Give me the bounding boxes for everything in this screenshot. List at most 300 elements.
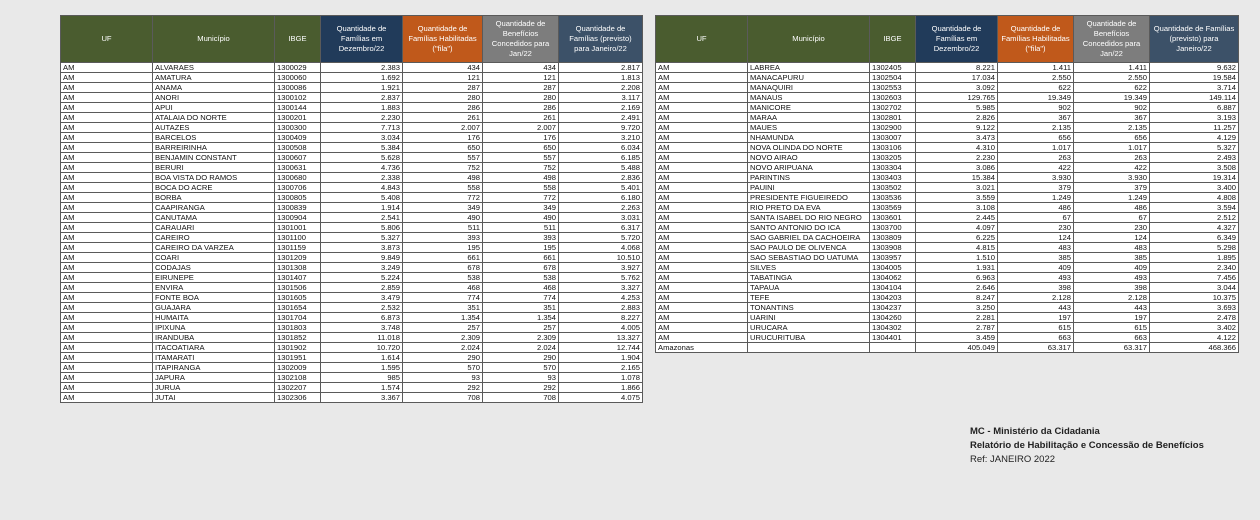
cell-municipio: TEFE — [748, 293, 870, 303]
table-row — [61, 243, 643, 253]
cell-uf: AM — [61, 353, 153, 363]
cell-dezembro: 3.473 — [916, 133, 998, 143]
cell-beneficios: 176 — [483, 133, 559, 143]
cell-uf: AM — [61, 323, 153, 333]
cell-municipio: ITAPIRANGA — [153, 363, 275, 373]
cell-fila: 1.017 — [998, 143, 1074, 153]
cell-dezembro: 3.367 — [321, 393, 403, 403]
cell-fila: 422 — [998, 163, 1074, 173]
cell-municipio: CANUTAMA — [153, 213, 275, 223]
cell-uf: AM — [656, 143, 748, 153]
cell-uf: AM — [61, 283, 153, 293]
cell-uf: AM — [61, 383, 153, 393]
cell-municipio: MANACAPURU — [748, 73, 870, 83]
cell-municipio: ITACOATIARA — [153, 343, 275, 353]
col-header-previsto: Quantidade de Famílias (previsto) para Janeiro/22 — [559, 16, 643, 63]
cell-dezembro: 2.230 — [916, 153, 998, 163]
cell-fila: 197 — [998, 313, 1074, 323]
col-header-municipio: Município — [748, 16, 870, 63]
cell-ibge: 1300631 — [275, 163, 321, 173]
cell-uf: AM — [61, 303, 153, 313]
cell-municipio: JUTAI — [153, 393, 275, 403]
col-header-ibge: IBGE — [870, 16, 916, 63]
report-footer — [970, 425, 1204, 467]
cell-beneficios: 663 — [1074, 333, 1150, 343]
cell-uf: AM — [656, 233, 748, 243]
table-row — [61, 223, 643, 233]
col-header-beneficios: Quantidade de Benefícios Concedidos para Jan/22 — [1074, 16, 1150, 63]
cell-fila: 67 — [998, 213, 1074, 223]
cell-fila: 661 — [403, 253, 483, 263]
cell-dezembro: 4.736 — [321, 163, 403, 173]
cell-previsto: 4.253 — [559, 293, 643, 303]
header-row — [61, 16, 643, 63]
cell-ibge: 1304237 — [870, 303, 916, 313]
cell-fila: 774 — [403, 293, 483, 303]
cell-municipio: SANTO ANTONIO DO ICA — [748, 223, 870, 233]
cell-beneficios: 287 — [483, 83, 559, 93]
cell-beneficios: 493 — [1074, 273, 1150, 283]
cell-uf: AM — [656, 243, 748, 253]
cell-municipio: SAO PAULO DE OLIVENCA — [748, 243, 870, 253]
table-row — [656, 333, 1239, 343]
cell-previsto: 3.714 — [1150, 83, 1239, 93]
cell-uf: AM — [656, 313, 748, 323]
cell-dezembro: 129.765 — [916, 93, 998, 103]
cell-ibge: 1301001 — [275, 223, 321, 233]
cell-dezembro: 4.097 — [916, 223, 998, 233]
table-row — [61, 253, 643, 263]
cell-ibge: 1300102 — [275, 93, 321, 103]
cell-uf: AM — [656, 103, 748, 113]
cell-uf: AM — [61, 93, 153, 103]
cell-previsto: 2.340 — [1150, 263, 1239, 273]
cell-fila: 486 — [998, 203, 1074, 213]
cell-municipio: ALVARAES — [153, 63, 275, 73]
cell-previsto: 4.808 — [1150, 193, 1239, 203]
cell-ibge: 1303908 — [870, 243, 916, 253]
cell-ibge: 1302900 — [870, 123, 916, 133]
cell-previsto: 5.298 — [1150, 243, 1239, 253]
col-header-ibge: IBGE — [275, 16, 321, 63]
cell-dezembro: 5.985 — [916, 103, 998, 113]
cell-previsto: 4.068 — [559, 243, 643, 253]
cell-ibge: 1303205 — [870, 153, 916, 163]
table-row — [61, 183, 643, 193]
cell-dezembro: 6.873 — [321, 313, 403, 323]
cell-previsto: 2.169 — [559, 103, 643, 113]
cell-municipio: SAO SEBASTIAO DO UATUMA — [748, 253, 870, 263]
cell-previsto: 4.005 — [559, 323, 643, 333]
cell-fila: 678 — [403, 263, 483, 273]
cell-beneficios: 286 — [483, 103, 559, 113]
cell-ibge: 1301654 — [275, 303, 321, 313]
cell-beneficios: 483 — [1074, 243, 1150, 253]
cell-previsto: 3.031 — [559, 213, 643, 223]
total-ibge — [870, 343, 916, 353]
cell-ibge: 1301951 — [275, 353, 321, 363]
cell-ibge: 1302702 — [870, 103, 916, 113]
cell-dezembro: 2.383 — [321, 63, 403, 73]
cell-municipio: BERURI — [153, 163, 275, 173]
cell-fila: 558 — [403, 183, 483, 193]
cell-beneficios: 379 — [1074, 183, 1150, 193]
cell-fila: 538 — [403, 273, 483, 283]
cell-beneficios: 468 — [483, 283, 559, 293]
cell-uf: AM — [656, 193, 748, 203]
table-row — [61, 233, 643, 243]
cell-previsto: 3.327 — [559, 283, 643, 293]
cell-previsto: 2.493 — [1150, 153, 1239, 163]
cell-municipio: IRANDUBA — [153, 333, 275, 343]
table-row — [656, 143, 1239, 153]
cell-beneficios: 2.309 — [483, 333, 559, 343]
cell-dezembro: 6.225 — [916, 233, 998, 243]
cell-fila: 557 — [403, 153, 483, 163]
cell-ibge: 1304401 — [870, 333, 916, 343]
cell-municipio: JURUA — [153, 383, 275, 393]
cell-dezembro: 2.230 — [321, 113, 403, 123]
cell-fila: 292 — [403, 383, 483, 393]
table-row — [61, 293, 643, 303]
col-header-fila: Quantidade de Famílias Habilitadas ("fila") — [998, 16, 1074, 63]
cell-previsto: 3.927 — [559, 263, 643, 273]
cell-municipio: TONANTINS — [748, 303, 870, 313]
table-row — [61, 313, 643, 323]
cell-beneficios: 752 — [483, 163, 559, 173]
col-header-previsto: Quantidade de Famílias (previsto) para Janeiro/22 — [1150, 16, 1239, 63]
cell-uf: AM — [656, 303, 748, 313]
cell-fila: 615 — [998, 323, 1074, 333]
cell-dezembro: 1.883 — [321, 103, 403, 113]
cell-uf: AM — [61, 63, 153, 73]
cell-uf: AM — [656, 153, 748, 163]
cell-dezembro: 2.541 — [321, 213, 403, 223]
cell-ibge: 1302207 — [275, 383, 321, 393]
table-row — [61, 133, 643, 143]
cell-ibge: 1301506 — [275, 283, 321, 293]
cell-beneficios: 19.349 — [1074, 93, 1150, 103]
cell-municipio: ANORI — [153, 93, 275, 103]
cell-ibge: 1300144 — [275, 103, 321, 113]
cell-fila: 230 — [998, 223, 1074, 233]
cell-beneficios: 490 — [483, 213, 559, 223]
cell-municipio: NHAMUNDA — [748, 133, 870, 143]
cell-ibge: 1300706 — [275, 183, 321, 193]
cell-beneficios: 280 — [483, 93, 559, 103]
cell-fila: 663 — [998, 333, 1074, 343]
cell-previsto: 10.375 — [1150, 293, 1239, 303]
cell-uf: AM — [61, 193, 153, 203]
cell-ibge: 1300508 — [275, 143, 321, 153]
cell-municipio: ANAMA — [153, 83, 275, 93]
total-municipio — [748, 343, 870, 353]
cell-municipio: TAPAUA — [748, 283, 870, 293]
cell-municipio: IPIXUNA — [153, 323, 275, 333]
cell-previsto: 3.594 — [1150, 203, 1239, 213]
cell-uf: AM — [61, 203, 153, 213]
cell-fila: 19.349 — [998, 93, 1074, 103]
cell-municipio: AUTAZES — [153, 123, 275, 133]
cell-dezembro: 2.859 — [321, 283, 403, 293]
table-row — [656, 103, 1239, 113]
cell-dezembro: 6.963 — [916, 273, 998, 283]
cell-fila: 1.354 — [403, 313, 483, 323]
cell-dezembro: 8.221 — [916, 63, 998, 73]
cell-uf: AM — [61, 393, 153, 403]
cell-fila: 498 — [403, 173, 483, 183]
cell-municipio: MANAUS — [748, 93, 870, 103]
cell-beneficios: 498 — [483, 173, 559, 183]
cell-dezembro: 5.327 — [321, 233, 403, 243]
cell-dezembro: 2.787 — [916, 323, 998, 333]
cell-uf: AM — [656, 133, 748, 143]
cell-ibge: 1304104 — [870, 283, 916, 293]
cell-dezembro: 4.310 — [916, 143, 998, 153]
cell-beneficios: 385 — [1074, 253, 1150, 263]
cell-dezembro: 2.646 — [916, 283, 998, 293]
cell-fila: 483 — [998, 243, 1074, 253]
cell-beneficios: 409 — [1074, 263, 1150, 273]
cell-dezembro: 9.849 — [321, 253, 403, 263]
table-row — [61, 343, 643, 353]
cell-beneficios: 292 — [483, 383, 559, 393]
cell-beneficios: 422 — [1074, 163, 1150, 173]
cell-uf: AM — [656, 163, 748, 173]
cell-beneficios: 678 — [483, 263, 559, 273]
cell-beneficios: 67 — [1074, 213, 1150, 223]
cell-ibge: 1300409 — [275, 133, 321, 143]
cell-beneficios: 290 — [483, 353, 559, 363]
table-row — [61, 273, 643, 283]
cell-previsto: 8.227 — [559, 313, 643, 323]
cell-previsto: 10.510 — [559, 253, 643, 263]
cell-fila: 2.135 — [998, 123, 1074, 133]
table-row — [656, 173, 1239, 183]
table-row — [61, 213, 643, 223]
cell-municipio: BENJAMIN CONSTANT — [153, 153, 275, 163]
cell-fila: 351 — [403, 303, 483, 313]
cell-municipio: BOCA DO ACRE — [153, 183, 275, 193]
cell-ibge: 1301605 — [275, 293, 321, 303]
cell-previsto: 2.836 — [559, 173, 643, 183]
cell-dezembro: 2.826 — [916, 113, 998, 123]
cell-municipio: ITAMARATI — [153, 353, 275, 363]
cell-municipio: SANTA ISABEL DO RIO NEGRO — [748, 213, 870, 223]
table-row — [656, 123, 1239, 133]
cell-ibge: 1303502 — [870, 183, 916, 193]
cell-ibge: 1300904 — [275, 213, 321, 223]
cell-beneficios: 230 — [1074, 223, 1150, 233]
cell-previsto: 6.317 — [559, 223, 643, 233]
total-dezembro: 405.049 — [916, 343, 998, 353]
table-row — [61, 163, 643, 173]
cell-dezembro: 5.408 — [321, 193, 403, 203]
cell-fila: 493 — [998, 273, 1074, 283]
cell-uf: AM — [61, 363, 153, 373]
cell-municipio: ATALAIA DO NORTE — [153, 113, 275, 123]
cell-uf: AM — [656, 273, 748, 283]
col-header-beneficios: Quantidade de Benefícios Concedidos para Jan/22 — [483, 16, 559, 63]
cell-beneficios: 257 — [483, 323, 559, 333]
cell-dezembro: 3.034 — [321, 133, 403, 143]
cell-fila: 1.411 — [998, 63, 1074, 73]
cell-beneficios: 261 — [483, 113, 559, 123]
cell-fila: 2.024 — [403, 343, 483, 353]
cell-uf: AM — [656, 83, 748, 93]
cell-beneficios: 1.411 — [1074, 63, 1150, 73]
cell-previsto: 2.208 — [559, 83, 643, 93]
cell-beneficios: 124 — [1074, 233, 1150, 243]
cell-dezembro: 8.247 — [916, 293, 998, 303]
table-row — [61, 203, 643, 213]
table-row — [656, 263, 1239, 273]
cell-municipio: BOA VISTA DO RAMOS — [153, 173, 275, 183]
cell-dezembro: 5.806 — [321, 223, 403, 233]
total-fila: 63.317 — [998, 343, 1074, 353]
cell-previsto: 6.185 — [559, 153, 643, 163]
cell-fila: 2.550 — [998, 73, 1074, 83]
table-row — [61, 193, 643, 203]
cell-beneficios: 443 — [1074, 303, 1150, 313]
table-row — [61, 373, 643, 383]
cell-beneficios: 2.550 — [1074, 73, 1150, 83]
cell-previsto: 3.210 — [559, 133, 643, 143]
cell-fila: 708 — [403, 393, 483, 403]
cell-uf: AM — [656, 93, 748, 103]
cell-ibge: 1300060 — [275, 73, 321, 83]
cell-previsto: 4.129 — [1150, 133, 1239, 143]
table-row — [656, 63, 1239, 73]
cell-uf: AM — [61, 243, 153, 253]
cell-beneficios: 121 — [483, 73, 559, 83]
cell-previsto: 2.263 — [559, 203, 643, 213]
cell-beneficios: 2.007 — [483, 123, 559, 133]
ministry-name: MC - Ministério da Cidadania — [970, 426, 1100, 437]
cell-municipio: PRESIDENTE FIGUEIREDO — [748, 193, 870, 203]
left-table-body — [61, 63, 643, 403]
cell-beneficios: 774 — [483, 293, 559, 303]
table-row — [656, 293, 1239, 303]
cell-beneficios: 511 — [483, 223, 559, 233]
cell-previsto: 4.122 — [1150, 333, 1239, 343]
cell-fila: 176 — [403, 133, 483, 143]
right-table-body — [656, 63, 1239, 343]
cell-ibge: 1300029 — [275, 63, 321, 73]
cell-fila: 902 — [998, 103, 1074, 113]
cell-uf: AM — [61, 343, 153, 353]
cell-fila: 121 — [403, 73, 483, 83]
table-row — [61, 143, 643, 153]
cell-previsto: 3.044 — [1150, 283, 1239, 293]
cell-dezembro: 2.281 — [916, 313, 998, 323]
cell-ibge: 1302009 — [275, 363, 321, 373]
cell-dezembro: 1.692 — [321, 73, 403, 83]
cell-uf: AM — [61, 273, 153, 283]
cell-municipio: LABREA — [748, 63, 870, 73]
cell-fila: 257 — [403, 323, 483, 333]
cell-ibge: 1303957 — [870, 253, 916, 263]
cell-uf: AM — [656, 223, 748, 233]
cell-fila: 263 — [998, 153, 1074, 163]
cell-municipio: NOVO ARIPUANA — [748, 163, 870, 173]
cell-ibge: 1303304 — [870, 163, 916, 173]
cell-fila: 2.007 — [403, 123, 483, 133]
cell-ibge: 1300086 — [275, 83, 321, 93]
cell-previsto: 1.895 — [1150, 253, 1239, 263]
cell-municipio: MANAQUIRI — [748, 83, 870, 93]
cell-dezembro: 10.720 — [321, 343, 403, 353]
cell-beneficios: 263 — [1074, 153, 1150, 163]
cell-ibge: 1303809 — [870, 233, 916, 243]
left-data-table — [60, 15, 643, 403]
cell-ibge: 1301159 — [275, 243, 321, 253]
cell-beneficios: 195 — [483, 243, 559, 253]
cell-uf: AM — [61, 313, 153, 323]
cell-fila: 468 — [403, 283, 483, 293]
cell-dezembro: 1.914 — [321, 203, 403, 213]
cell-dezembro: 9.122 — [916, 123, 998, 133]
cell-uf: AM — [656, 113, 748, 123]
cell-dezembro: 3.479 — [321, 293, 403, 303]
col-header-uf: UF — [61, 16, 153, 63]
total-row — [656, 343, 1239, 353]
cell-dezembro: 1.921 — [321, 83, 403, 93]
table-row — [656, 323, 1239, 333]
cell-beneficios: 557 — [483, 153, 559, 163]
col-header-uf: UF — [656, 16, 748, 63]
cell-dezembro: 1.595 — [321, 363, 403, 373]
cell-beneficios: 434 — [483, 63, 559, 73]
cell-ibge: 1300839 — [275, 203, 321, 213]
cell-municipio: ENVIRA — [153, 283, 275, 293]
table-row — [61, 73, 643, 83]
table-row — [656, 223, 1239, 233]
cell-beneficios: 486 — [1074, 203, 1150, 213]
cell-fila: 650 — [403, 143, 483, 153]
table-row — [61, 363, 643, 373]
cell-fila: 656 — [998, 133, 1074, 143]
table-row — [656, 243, 1239, 253]
cell-dezembro: 3.086 — [916, 163, 998, 173]
cell-previsto: 2.165 — [559, 363, 643, 373]
table-row — [61, 333, 643, 343]
cell-uf: AM — [61, 153, 153, 163]
cell-ibge: 1304260 — [870, 313, 916, 323]
cell-previsto: 3.693 — [1150, 303, 1239, 313]
table-row — [656, 153, 1239, 163]
cell-ibge: 1303700 — [870, 223, 916, 233]
cell-previsto: 11.257 — [1150, 123, 1239, 133]
cell-ibge: 1302504 — [870, 73, 916, 83]
cell-municipio: RIO PRETO DA EVA — [748, 203, 870, 213]
cell-previsto: 12.744 — [559, 343, 643, 353]
cell-uf: AM — [656, 333, 748, 343]
table-row — [61, 173, 643, 183]
cell-dezembro: 1.931 — [916, 263, 998, 273]
cell-dezembro: 3.021 — [916, 183, 998, 193]
cell-municipio: URUCURITUBA — [748, 333, 870, 343]
cell-fila: 570 — [403, 363, 483, 373]
table-row — [61, 83, 643, 93]
cell-beneficios: 349 — [483, 203, 559, 213]
table-row — [61, 263, 643, 273]
cell-uf: AM — [656, 213, 748, 223]
cell-previsto: 1.078 — [559, 373, 643, 383]
table-row — [61, 123, 643, 133]
cell-fila: 2.128 — [998, 293, 1074, 303]
cell-fila: 349 — [403, 203, 483, 213]
